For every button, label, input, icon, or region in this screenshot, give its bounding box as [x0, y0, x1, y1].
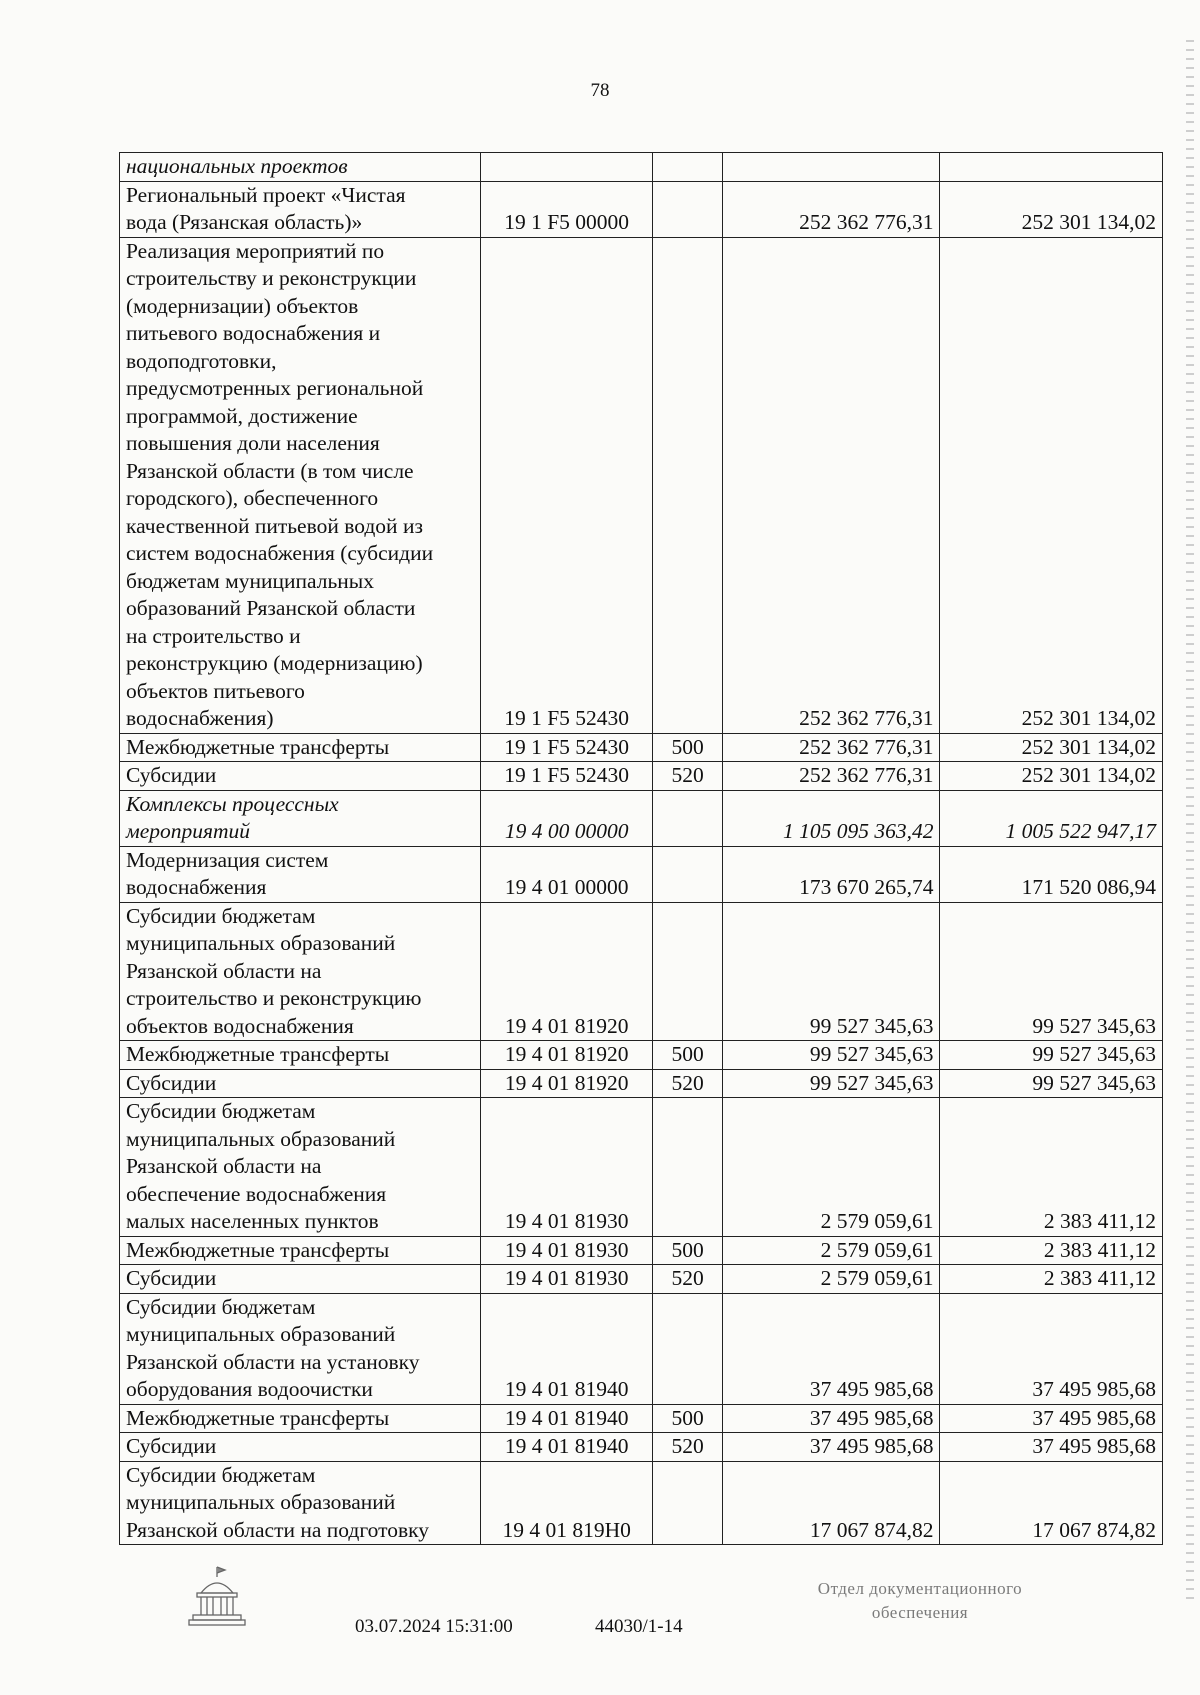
row-amount-2-cell: 2 383 411,12	[940, 1236, 1163, 1265]
row-amount-1-cell: 2 579 059,61	[723, 1265, 940, 1294]
table-row	[120, 902, 1163, 1041]
row-amount-1-cell: 2 579 059,61	[723, 1236, 940, 1265]
row-code-cell: 19 4 01 819Н0	[481, 1461, 652, 1545]
row-amount-2-cell: 37 495 985,68	[940, 1433, 1163, 1462]
row-expense-type-cell: 500	[652, 1236, 723, 1265]
duma-building-icon	[187, 1565, 247, 1631]
page-number: 78	[590, 80, 610, 101]
row-amount-2-cell: 99 527 345,63	[940, 1041, 1163, 1070]
table-row	[120, 1236, 1163, 1265]
row-amount-1-cell: 37 495 985,68	[723, 1293, 940, 1404]
table-row	[120, 1265, 1163, 1294]
row-amount-2-cell: 37 495 985,68	[940, 1293, 1163, 1404]
footer-date: 03.07.2024 15:31:00	[355, 1616, 513, 1637]
table-row	[120, 1098, 1163, 1237]
row-expense-type-cell: 500	[652, 733, 723, 762]
row-amount-1-cell	[723, 153, 940, 182]
table-row	[120, 733, 1163, 762]
row-amount-2-cell: 99 527 345,63	[940, 902, 1163, 1041]
row-amount-2-cell: 2 383 411,12	[940, 1265, 1163, 1294]
row-amount-1-cell: 252 362 776,31	[723, 762, 940, 791]
budget-table	[119, 152, 1163, 1545]
row-expense-type-cell: 520	[652, 762, 723, 791]
table-row	[120, 1069, 1163, 1098]
table-row	[120, 1404, 1163, 1433]
row-code-cell: 19 4 00 00000	[481, 790, 652, 846]
row-code-cell: 19 4 01 81940	[481, 1433, 652, 1462]
row-name-cell: Субсидии бюджетам муниципальных образований Рязанской области на подготовку	[120, 1461, 481, 1545]
row-code-cell: 19 1 F5 52430	[481, 733, 652, 762]
row-code-cell: 19 4 01 81940	[481, 1404, 652, 1433]
row-code-cell: 19 4 01 00000	[481, 846, 652, 902]
row-expense-type-cell	[652, 902, 723, 1041]
row-amount-1-cell: 1 105 095 363,42	[723, 790, 940, 846]
row-amount-1-cell: 252 362 776,31	[723, 733, 940, 762]
row-code-cell: 19 4 01 81930	[481, 1098, 652, 1237]
footer-reg-number: 44030/1-14	[595, 1616, 683, 1637]
row-amount-2-cell: 99 527 345,63	[940, 1069, 1163, 1098]
row-name-cell: Субсидии	[120, 1265, 481, 1294]
row-expense-type-cell	[652, 790, 723, 846]
table-row	[120, 1461, 1163, 1545]
row-code-cell: 19 1 F5 52430	[481, 237, 652, 733]
budget-table-body	[120, 153, 1163, 1545]
row-expense-type-cell	[652, 237, 723, 733]
row-expense-type-cell: 520	[652, 1433, 723, 1462]
row-name-cell: Межбюджетные трансферты	[120, 733, 481, 762]
row-amount-1-cell: 99 527 345,63	[723, 1041, 940, 1070]
row-name-cell: Региональный проект «Чистая вода (Рязанская область)»	[120, 181, 481, 237]
row-code-cell: 19 4 01 81920	[481, 1069, 652, 1098]
row-name-cell: Комплексы процессных мероприятий	[120, 790, 481, 846]
row-name-cell: Межбюджетные трансферты	[120, 1236, 481, 1265]
row-name-cell: Субсидии	[120, 1069, 481, 1098]
table-row	[120, 1041, 1163, 1070]
row-code-cell: 19 4 01 81940	[481, 1293, 652, 1404]
row-name-cell: Субсидии	[120, 1433, 481, 1462]
row-expense-type-cell	[652, 181, 723, 237]
row-name-cell: Модернизация систем водоснабжения	[120, 846, 481, 902]
row-name-cell: Субсидии бюджетам муниципальных образований Рязанской области на строительство и реконструкцию объектов водоснабжения	[120, 902, 481, 1041]
row-expense-type-cell	[652, 153, 723, 182]
row-amount-2-cell: 252 301 134,02	[940, 733, 1163, 762]
row-expense-type-cell: 520	[652, 1265, 723, 1294]
table-row	[120, 153, 1163, 182]
row-name-cell: Межбюджетные трансферты	[120, 1404, 481, 1433]
row-amount-2-cell: 2 383 411,12	[940, 1098, 1163, 1237]
row-code-cell	[481, 153, 652, 182]
row-amount-1-cell: 17 067 874,82	[723, 1461, 940, 1545]
scan-edge-marks	[1186, 40, 1194, 1600]
row-amount-2-cell: 252 301 134,02	[940, 762, 1163, 791]
row-amount-2-cell: 252 301 134,02	[940, 181, 1163, 237]
row-expense-type-cell: 500	[652, 1041, 723, 1070]
row-expense-type-cell: 520	[652, 1069, 723, 1098]
row-code-cell: 19 4 01 81930	[481, 1236, 652, 1265]
row-amount-2-cell: 252 301 134,02	[940, 237, 1163, 733]
stamp-line-2: обеспечения	[871, 1603, 969, 1622]
row-code-cell: 19 4 01 81930	[481, 1265, 652, 1294]
row-amount-1-cell: 2 579 059,61	[723, 1098, 940, 1237]
table-row	[120, 237, 1163, 733]
row-code-cell: 19 1 F5 00000	[481, 181, 652, 237]
row-name-cell: Межбюджетные трансферты	[120, 1041, 481, 1070]
row-name-cell: Субсидии бюджетам муниципальных образований Рязанской области на обеспечение водоснабжения малых населенных пунктов	[120, 1098, 481, 1237]
row-amount-2-cell: 1 005 522 947,17	[940, 790, 1163, 846]
row-code-cell: 19 4 01 81920	[481, 1041, 652, 1070]
row-expense-type-cell	[652, 1293, 723, 1404]
row-expense-type-cell	[652, 846, 723, 902]
department-stamp	[770, 1577, 1070, 1625]
row-amount-1-cell: 37 495 985,68	[723, 1404, 940, 1433]
row-amount-1-cell: 99 527 345,63	[723, 902, 940, 1041]
row-amount-1-cell: 252 362 776,31	[723, 181, 940, 237]
row-name-cell: национальных проектов	[120, 153, 481, 182]
row-amount-2-cell	[940, 153, 1163, 182]
table-row	[120, 181, 1163, 237]
row-name-cell: Субсидии	[120, 762, 481, 791]
table-row	[120, 762, 1163, 791]
row-amount-2-cell: 37 495 985,68	[940, 1404, 1163, 1433]
row-amount-1-cell: 252 362 776,31	[723, 237, 940, 733]
row-amount-1-cell: 99 527 345,63	[723, 1069, 940, 1098]
table-row	[120, 1433, 1163, 1462]
table-row	[120, 846, 1163, 902]
row-name-cell: Субсидии бюджетам муниципальных образований Рязанской области на установку оборудования водоочистки	[120, 1293, 481, 1404]
table-row	[120, 790, 1163, 846]
row-expense-type-cell	[652, 1098, 723, 1237]
row-name-cell: Реализация мероприятий по строительству и реконструкции (модернизации) объектов питьевого водоснабжения и водоподготовки, предусмотренных региональной программой, достижение повышения доли населения Рязанской области (в том числе городского), обеспеченного качественной питьевой водой из систем водоснабжения (субсидии бюджетам муниципальных образований Рязанской области на строительство и реконструкцию (модернизацию) объектов питьевого водоснабжения)	[120, 237, 481, 733]
row-code-cell: 19 4 01 81920	[481, 902, 652, 1041]
row-expense-type-cell	[652, 1461, 723, 1545]
stamp-line-1: Отдел документационного	[817, 1579, 1023, 1598]
table-row	[120, 1293, 1163, 1404]
row-amount-1-cell: 37 495 985,68	[723, 1433, 940, 1462]
row-expense-type-cell: 500	[652, 1404, 723, 1433]
row-code-cell: 19 1 F5 52430	[481, 762, 652, 791]
row-amount-1-cell: 173 670 265,74	[723, 846, 940, 902]
row-amount-2-cell: 171 520 086,94	[940, 846, 1163, 902]
row-amount-2-cell: 17 067 874,82	[940, 1461, 1163, 1545]
